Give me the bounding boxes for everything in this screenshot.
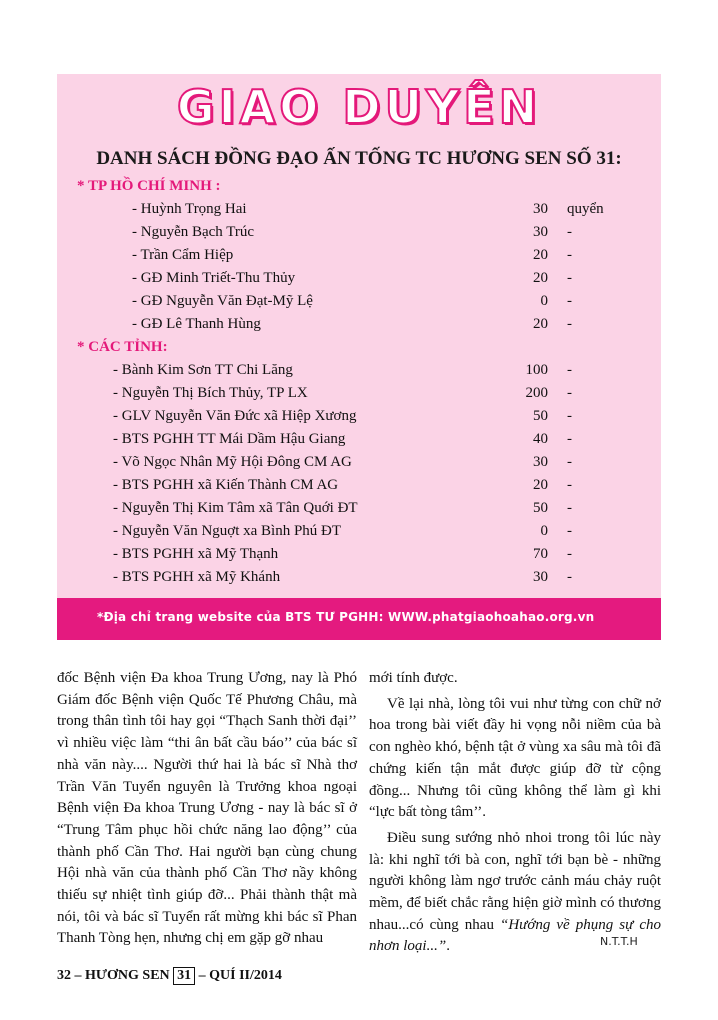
donor-quantity: 20: [533, 316, 548, 332]
donor-row-hcm: [132, 270, 548, 292]
donor-row-province: [113, 569, 548, 591]
article-column-left: [57, 668, 357, 950]
donor-quantity: 20: [533, 247, 548, 263]
article-text: Điều sung sướng nhỏ nhoi trong tôi lúc này là: khi nghĩ tới bà con, nghĩ tới bạn bè - những người không làm ngơ trước cảnh máu chảy ruột mềm, để biết chắc rằng hiện giờ mình có thương nhau...có cùng nhau: [369, 829, 661, 933]
donor-quantity: 100: [525, 362, 548, 378]
donor-unit: quyển: [567, 201, 604, 217]
donor-quantity: 0: [540, 523, 548, 539]
issue-number: 31: [173, 967, 195, 985]
donor-quantity: 200: [525, 385, 548, 401]
section-heading-hcm: * TP HỒ CHÍ MINH :: [77, 178, 221, 194]
donor-unit: -: [567, 247, 572, 263]
donor-name: - BTS PGHH xã Kiến Thành CM AG: [113, 477, 339, 493]
donor-unit: -: [567, 408, 572, 424]
article-paragraph: mới tính được.: [369, 670, 458, 686]
article-text: .: [446, 938, 450, 955]
donor-name: - GLV Nguyễn Văn Đức xã Hiệp Xương: [113, 408, 357, 424]
donor-name: - Nguyễn Thị Kim Tâm xã Tân Quới ĐT: [113, 500, 358, 516]
donor-row-province: [113, 523, 548, 545]
website-banner-text: *Địa chỉ trang website của BTS TƯ PGHH: WWW.phatgiaohoahao.org.vn: [97, 610, 595, 624]
section-title: GIAO DUYÊN: [176, 80, 542, 134]
article-paragraph: Về lại nhà, lòng tôi vui như từng con chữ nở hoa trong bài viết đầy hi vọng nỗi niềm của bà con nghèo khó, bệnh tật ở vùng xa sâu mà tôi đã chứng kiến tận mắt được giúp đỡ từ cộng đồng... Nhưng tôi cũng không thể làm gì khi “lực bất tòng tâm’’.: [369, 695, 661, 821]
footer-separator: –: [198, 968, 206, 983]
donor-unit: -: [567, 431, 572, 447]
magazine-name: HƯƠNG SEN: [85, 968, 170, 983]
article-paragraph: đốc Bệnh viện Đa khoa Trung Ương, nay là Phó Giám đốc Bệnh viện Quốc Tế Phương Châu, mà trong thân tình tôi hay gọi “Thạch Sanh thời đại’’ vì nhiều việc làm “thi ân bất cầu báo’’ của bác sĩ nhà văn này.... Người thứ hai là bác sĩ Nhà thơ Trần Văn Tuyển nguyên là Trưởng khoa ngoại Bệnh viện Đa khoa Trung Ương - nay là bác sĩ ở “Trung Tâm phục hồi chức năng lao động’’ của thành phố Cần Thơ. Hai người bạn cùng chung Hội nhà văn của thành phố Cần Thơ nầy không thiếu sự nhiệt tình giúp đỡ... Phải thành thật mà nói, tôi và bác sĩ Tuyển rất mừng khi bác sĩ Phan Thanh Tòng hẹn, nhưng chị em gặp gỡ nhau: [57, 670, 357, 947]
donor-unit: -: [567, 546, 572, 562]
donor-unit: -: [567, 569, 572, 585]
donor-name: - Võ Ngọc Nhân Mỹ Hội Đông CM AG: [113, 454, 352, 470]
donor-unit: -: [567, 523, 572, 539]
article-column-right: [369, 668, 661, 958]
donor-unit: -: [567, 454, 572, 470]
author-signature: N.T.T.H: [600, 935, 638, 948]
section-heading-provinces: * CÁC TỈNH:: [77, 339, 168, 355]
donor-unit: -: [567, 224, 572, 240]
donor-name: - BTS PGHH xã Mỹ Thạnh: [113, 546, 279, 562]
donor-row-hcm: [132, 316, 548, 338]
donor-name: - GĐ Lê Thanh Hùng: [132, 316, 261, 332]
page-footer: [57, 967, 282, 985]
donor-unit: -: [567, 362, 572, 378]
donor-row-hcm: [132, 201, 548, 223]
donor-name: - Huỳnh Trọng Hai: [132, 201, 247, 217]
donor-unit: -: [567, 477, 572, 493]
donor-quantity: 30: [533, 201, 548, 217]
donor-quantity: 30: [533, 454, 548, 470]
donor-row-province: [113, 500, 548, 522]
page-number: 32: [57, 968, 71, 983]
donor-row-province: [113, 546, 548, 568]
article-quote: “Hướng về phụng sự cho nhơn loại...”: [369, 916, 661, 955]
donor-name: - BTS PGHH xã Mỹ Khánh: [113, 569, 281, 585]
donor-name: - Nguyễn Thị Bích Thủy, TP LX: [113, 385, 308, 401]
donor-unit: -: [567, 293, 572, 309]
donor-unit: -: [567, 270, 572, 286]
donor-row-province: [113, 477, 548, 499]
donor-row-province: [113, 362, 548, 384]
donor-row-hcm: [132, 224, 548, 246]
footer-separator: –: [74, 968, 82, 983]
donor-unit: -: [567, 500, 572, 516]
donor-quantity: 50: [533, 500, 548, 516]
donor-row-province: [113, 385, 548, 407]
donor-name: - Bành Kim Sơn TT Chi Lăng: [113, 362, 293, 378]
donor-row-hcm: [132, 247, 548, 269]
donor-name: - GĐ Nguyễn Văn Đạt-Mỹ Lệ: [132, 293, 313, 309]
donor-row-province: [113, 408, 548, 430]
donor-quantity: 20: [533, 477, 548, 493]
donor-row-province: [113, 454, 548, 476]
website-banner: [57, 598, 661, 640]
donor-quantity: 70: [533, 546, 548, 562]
list-subtitle: DANH SÁCH ĐỒNG ĐẠO ẤN TỐNG TC HƯƠNG SEN SỐ 31:: [96, 148, 622, 169]
donor-list-box: [57, 74, 661, 640]
donor-quantity: 20: [533, 270, 548, 286]
donor-name: - Nguyễn Bạch Trúc: [132, 224, 255, 240]
donor-quantity: 0: [540, 293, 548, 309]
donor-row-province: [113, 431, 548, 453]
donor-row-hcm: [132, 293, 548, 315]
donor-name: - GĐ Minh Triết-Thu Thủy: [132, 270, 296, 286]
donor-quantity: 30: [533, 224, 548, 240]
donor-name: - Trần Cẩm Hiệp: [132, 247, 234, 263]
donor-quantity: 50: [533, 408, 548, 424]
donor-unit: -: [567, 385, 572, 401]
donor-quantity: 40: [533, 431, 548, 447]
issue-quarter: QUÍ II/2014: [209, 968, 282, 983]
donor-unit: -: [567, 316, 572, 332]
donor-quantity: 30: [533, 569, 548, 585]
donor-name: - Nguyễn Văn Nguợt xa Bình Phú ĐT: [113, 523, 342, 539]
donor-name: - BTS PGHH TT Mái Dầm Hậu Giang: [113, 431, 346, 447]
